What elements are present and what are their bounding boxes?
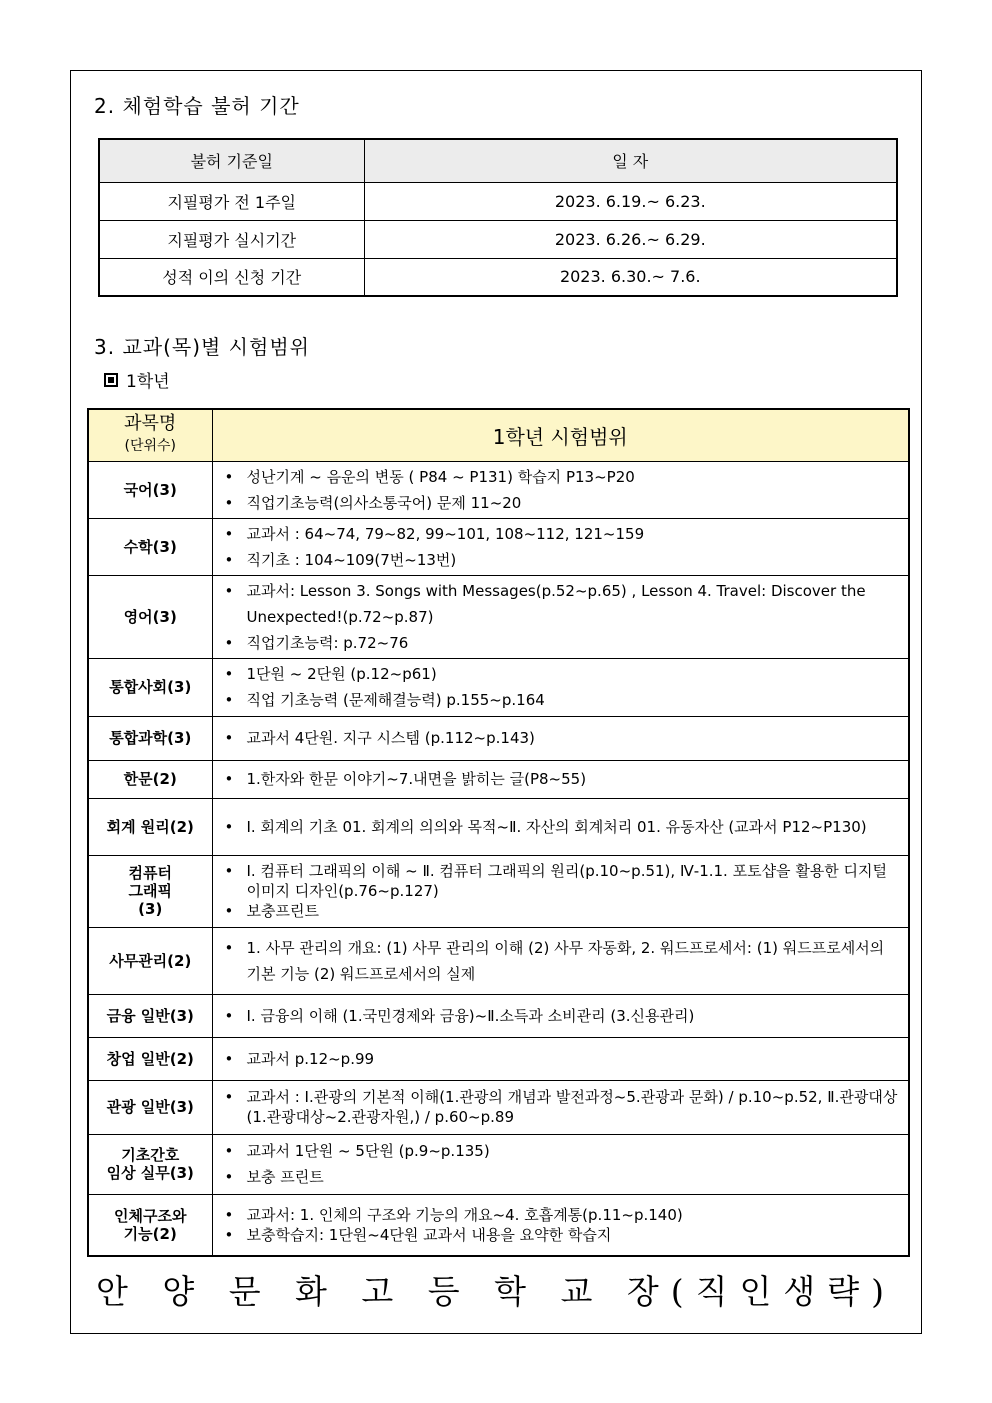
subject-line: 임상 실무(3) — [106, 1164, 194, 1182]
range-cell — [212, 461, 909, 518]
range-cell — [212, 575, 909, 658]
table-row — [88, 461, 909, 518]
header-date: 일 자 — [364, 139, 897, 182]
subject-cell — [88, 1134, 212, 1194]
criterion-cell: 지필평가 실시기간 — [99, 220, 364, 258]
list-item: • 교과서 1단원 ~ 5단원 (p.9~p.135) — [221, 1138, 901, 1164]
subject-cell: 영어(3) — [88, 575, 212, 658]
section2-title: 2. 체험학습 불허 기간 — [94, 94, 300, 118]
list-item: • 1단원 ~ 2단원 (p.12~p61) — [221, 661, 901, 687]
exam-range-table — [87, 408, 910, 1257]
list-item: • Ⅰ. 컴퓨터 그래픽의 이해 ~ Ⅱ. 컴퓨터 그래픽의 원리(p.10~p.51), Ⅳ-1.1. 포토샵을 활용한 디지털 이미지 디자인(p.76~p.127) — [221, 861, 901, 901]
list-item: • 교과서 : 64~74, 79~82, 99~101, 108~112, 121~159 — [221, 521, 901, 547]
table-row — [88, 716, 909, 760]
table-header-row — [88, 409, 909, 461]
list-item: • 1. 사무 관리의 개요: (1) 사무 관리의 이해 (2) 사무 자동화, 2. 워드프로세서: (1) 워드프로세서의 기본 기능 (2) 워드프로세서의 실제 — [221, 935, 901, 987]
table-row — [88, 855, 909, 927]
subject-line: 컴퓨터 — [128, 864, 172, 882]
table-row — [88, 575, 909, 658]
list-item: • 성난기계 ~ 음운의 변동 ( P84 ~ P131) 학습지 P13~P20 — [221, 464, 901, 490]
range-cell — [212, 518, 909, 575]
range-cell — [212, 798, 909, 855]
table-row — [99, 258, 897, 296]
subject-line: 인체구조와 — [114, 1206, 187, 1225]
list-item: • 보충 프린트 — [221, 1164, 901, 1190]
subject-cell: 회계 원리(2) — [88, 798, 212, 855]
list-item: • 교과서 4단원. 지구 시스템 (p.112~p.143) — [221, 725, 901, 751]
range-cell — [212, 994, 909, 1037]
subject-cell: 한문(2) — [88, 760, 212, 798]
subject-line: (3) — [138, 900, 163, 918]
principal-signature-line: 안 양 문 화 고 등 학 교 장(직인생략) — [95, 1272, 897, 1311]
subject-cell: 국어(3) — [88, 461, 212, 518]
table-row — [88, 798, 909, 855]
date-cell: 2023. 6.26.~ 6.29. — [364, 220, 897, 258]
subject-cell: 통합사회(3) — [88, 658, 212, 716]
header-units-label: (단위수) — [124, 438, 176, 455]
range-cell — [212, 1134, 909, 1194]
subject-cell: 통합과학(3) — [88, 716, 212, 760]
range-cell — [212, 855, 909, 927]
list-item: • 직기초 : 104~109(7번~13번) — [221, 547, 901, 573]
table-row — [88, 1134, 909, 1194]
list-item: • 1.한자와 한문 이야기~7.내면을 밝히는 글(P8~55) — [221, 766, 901, 792]
list-item: • 직업기초능력: p.72~76 — [221, 630, 901, 656]
list-item: • 보충학습지: 1단원~4단원 교과서 내용을 요약한 학습지 — [221, 1225, 901, 1245]
subject-cell — [88, 1194, 212, 1256]
list-item: • Ⅰ. 회계의 기초 01. 회계의 의의와 목적~Ⅱ. 자산의 회계처리 01. 유동자산 (교과서 P12~P130) — [221, 817, 901, 837]
subject-line: 그래픽 — [128, 882, 172, 900]
range-cell — [212, 716, 909, 760]
criterion-cell: 지필평가 전 1주일 — [99, 182, 364, 220]
table-row — [88, 1194, 909, 1256]
date-cell: 2023. 6.19.~ 6.23. — [364, 182, 897, 220]
table-row — [88, 1080, 909, 1134]
range-cell — [212, 1037, 909, 1080]
subject-cell: 관광 일반(3) — [88, 1080, 212, 1134]
subject-cell: 수학(3) — [88, 518, 212, 575]
list-item: • 교과서: 1. 인체의 구조와 기능의 개요~4. 호흡계통(p.11~p.140) — [221, 1205, 901, 1225]
subject-line: 기초간호 — [121, 1146, 180, 1164]
list-item: • 교과서 p.12~p.99 — [221, 1046, 901, 1072]
table-row — [88, 658, 909, 716]
table-header-row — [99, 139, 897, 182]
list-item: • 교과서 : Ⅰ.관광의 기본적 이해(1.관광의 개념과 발전과정~5.관광과 문화) / p.10~p.52, Ⅱ.관광대상(1.관광대상~2.관광자원,) / p.60~p.89 — [221, 1087, 901, 1127]
table-row — [88, 1037, 909, 1080]
list-item: • Ⅰ. 금융의 이해 (1.국민경제와 금융)~Ⅱ.소득과 소비관리 (3.신용관리) — [221, 1003, 901, 1029]
table-row — [99, 220, 897, 258]
list-item: • 보충프린트 — [221, 901, 901, 921]
header-criterion: 불허 기준일 — [99, 139, 364, 182]
header-subject-label: 과목명 — [124, 413, 177, 435]
subject-cell: 금융 일반(3) — [88, 994, 212, 1037]
date-cell: 2023. 6.30.~ 7.6. — [364, 258, 897, 296]
header-subject — [88, 409, 212, 461]
range-cell — [212, 1080, 909, 1134]
table-row — [99, 182, 897, 220]
table-row — [88, 994, 909, 1037]
grade-label: 1학년 — [126, 372, 170, 392]
subject-cell: 사무관리(2) — [88, 927, 212, 994]
subject-cell: 창업 일반(2) — [88, 1037, 212, 1080]
criterion-cell: 성적 이의 신청 기간 — [99, 258, 364, 296]
restriction-period-table — [98, 138, 898, 297]
subject-line: 기능(2) — [123, 1224, 177, 1243]
header-range: 1학년 시험범위 — [212, 409, 909, 461]
square-bullet-icon — [104, 373, 118, 387]
list-item: • 직업기초능력(의사소통국어) 문제 11~20 — [221, 490, 901, 516]
subject-cell — [88, 855, 212, 927]
list-item: • 교과서: Lesson 3. Songs with Messages(p.52~p.65) , Lesson 4. Travel: Discover the Unexpected!(p.72~p.87) — [221, 578, 901, 630]
range-cell — [212, 1194, 909, 1256]
section3-title: 3. 교과(목)별 시험범위 — [94, 335, 310, 359]
list-item: • 직업 기초능력 (문제해결능력) p.155~p.164 — [221, 687, 901, 713]
grade-heading — [104, 367, 170, 392]
range-cell — [212, 927, 909, 994]
table-row — [88, 760, 909, 798]
table-row — [88, 518, 909, 575]
range-cell — [212, 760, 909, 798]
range-cell — [212, 658, 909, 716]
table-row — [88, 927, 909, 994]
